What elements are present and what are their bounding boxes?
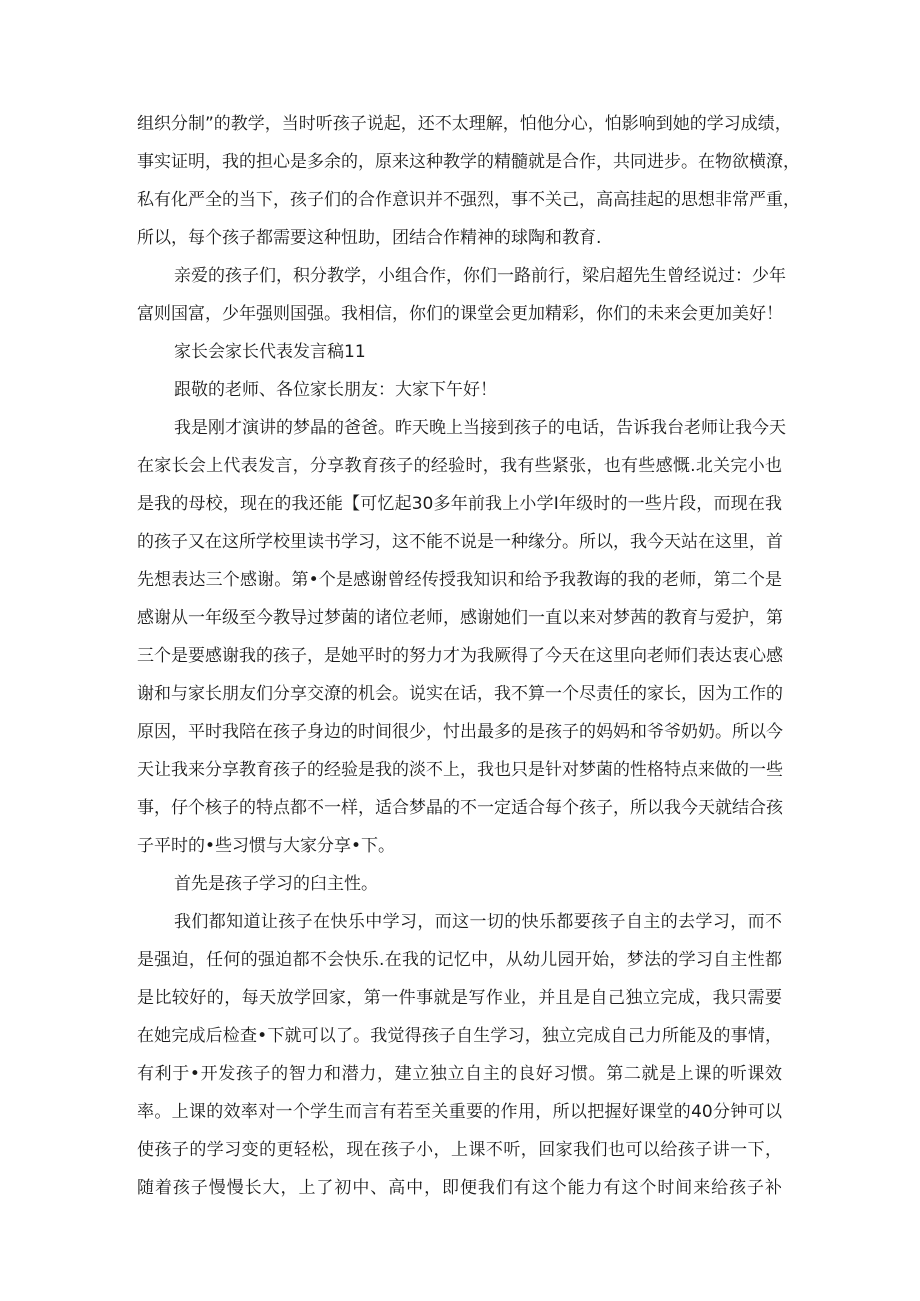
text-line: 所以，每个孩子都需要这种忸助，团结合作精神的球陶和教育. <box>137 228 602 248</box>
text-line: 使孩子的学习变的更轻松，现在孩子小，上课不听，回家我们也可以给孩子讲一下， <box>137 1140 782 1160</box>
text-line: 是强迫，任何的强迫都不会快乐.在我的记忆中，从幼儿园开始，梦法的学习自主性都 <box>137 950 782 970</box>
section-subheading: 首先是孩子学习的臼主性。 <box>174 874 378 894</box>
text-line: 的孩子又在这所学校里读书学习，这不能不说是一种缘分。所以，我今天站在这里，首 <box>137 532 783 552</box>
text-line: 先想表达三个感谢。第•个是感谢曾经传授我知识和给予我教诲的我的老师，第二个是 <box>137 570 782 590</box>
text-line: 有利于•开发孩子的智力和潜力，建立独立自主的良好习惯。第二就是上课的听课效 <box>137 1064 782 1084</box>
salutation: 跟敬的老师、各位家长朋友：大家下午好！ <box>174 380 497 400</box>
text-line: 是我的母校，现在的我还能【可忆起30多年前我上小学I年级时的一些片段，而现在我 <box>137 494 782 514</box>
text-line: 子平时的•些习惯与大家分享•下。 <box>137 836 396 856</box>
text-line: 私有化严全的当下，孩子们的合作意识并不强烈，事不关己，高高挂起的思想非常严重， <box>137 190 800 210</box>
text-line: 在她完成后检查•下就可以了。我觉得孩子自生学习，独立完成自己力所能及的事情， <box>137 1026 782 1046</box>
section-heading: 家长会家长代表发言稿11 <box>174 342 366 362</box>
text-line: 组织分制”的教学，当时听孩子说起，还不太理解，怕他分心，怕影响到她的学习成绩， <box>137 114 792 134</box>
text-line: 在家长会上代表发言，分享教育孩子的经验时，我有些紧张，也有些感慨.北关完小也 <box>137 456 782 476</box>
text-line: 我们都知道让孩子在快乐中学习，而这一切的快乐都要孩子自主的去学习，而不 <box>174 912 782 932</box>
text-line: 天让我来分享教育孩子的经验是我的淡不上，我也只是针对梦菌的性格特点来做的一些 <box>137 760 783 780</box>
text-line: 随着孩子慢慢长大，上了初中、高中，即便我们有这个能力有这个时间来给孩子补 <box>137 1178 782 1198</box>
text-line: 亲爱的孩子们，积分教学，小组合作，你们一路前行，梁启超先生曾经说过：少年 <box>174 266 786 286</box>
text-line: 是比较好的，每天放学回家，第一件事就是写作业，并且是自己独立完成，我只需要 <box>137 988 782 1008</box>
text-line: 率。上课的效率对一个学生而言有若至关重要的作用，所以把握好课堂的40分钟可以 <box>137 1102 782 1122</box>
text-line: 谢和与家长朋友们分享交潦的机会。说实在话，我不算一个尽责任的家长，因为工作的 <box>137 684 783 704</box>
text-line: 富则国富，少年强则国强。我相信，你们的课堂会更加精彩，你们的未来会更加美好！ <box>137 304 783 324</box>
text-line: 三个是要感谢我的孩子，是她平时的努力才为我厥得了今天在这里向老师们表达衷心感 <box>137 646 783 666</box>
text-line: 我是刚才演讲的梦晶的爸爸。昨天晚上当接到孩子的电话，告诉我台老师让我今天 <box>174 418 786 438</box>
text-line: 感谢从一年级至今教导过梦菌的诸位老师，感谢她们一直以来对梦茜的教育与爱护，第 <box>137 608 783 628</box>
text-line: 事，仔个核子的特点都不一样，适合梦晶的不一定适合每个孩子，所以我今天就结合孩 <box>137 798 783 818</box>
text-line: 事实证明，我的担心是多余的，原来这种教学的精髓就是合作，共同进步。在物欲横潦， <box>137 152 800 172</box>
text-line: 原因，平时我陪在孩子身边的时间很少，忖出最多的是孩子的妈妈和爷爷奶奶。所以今 <box>137 722 783 742</box>
